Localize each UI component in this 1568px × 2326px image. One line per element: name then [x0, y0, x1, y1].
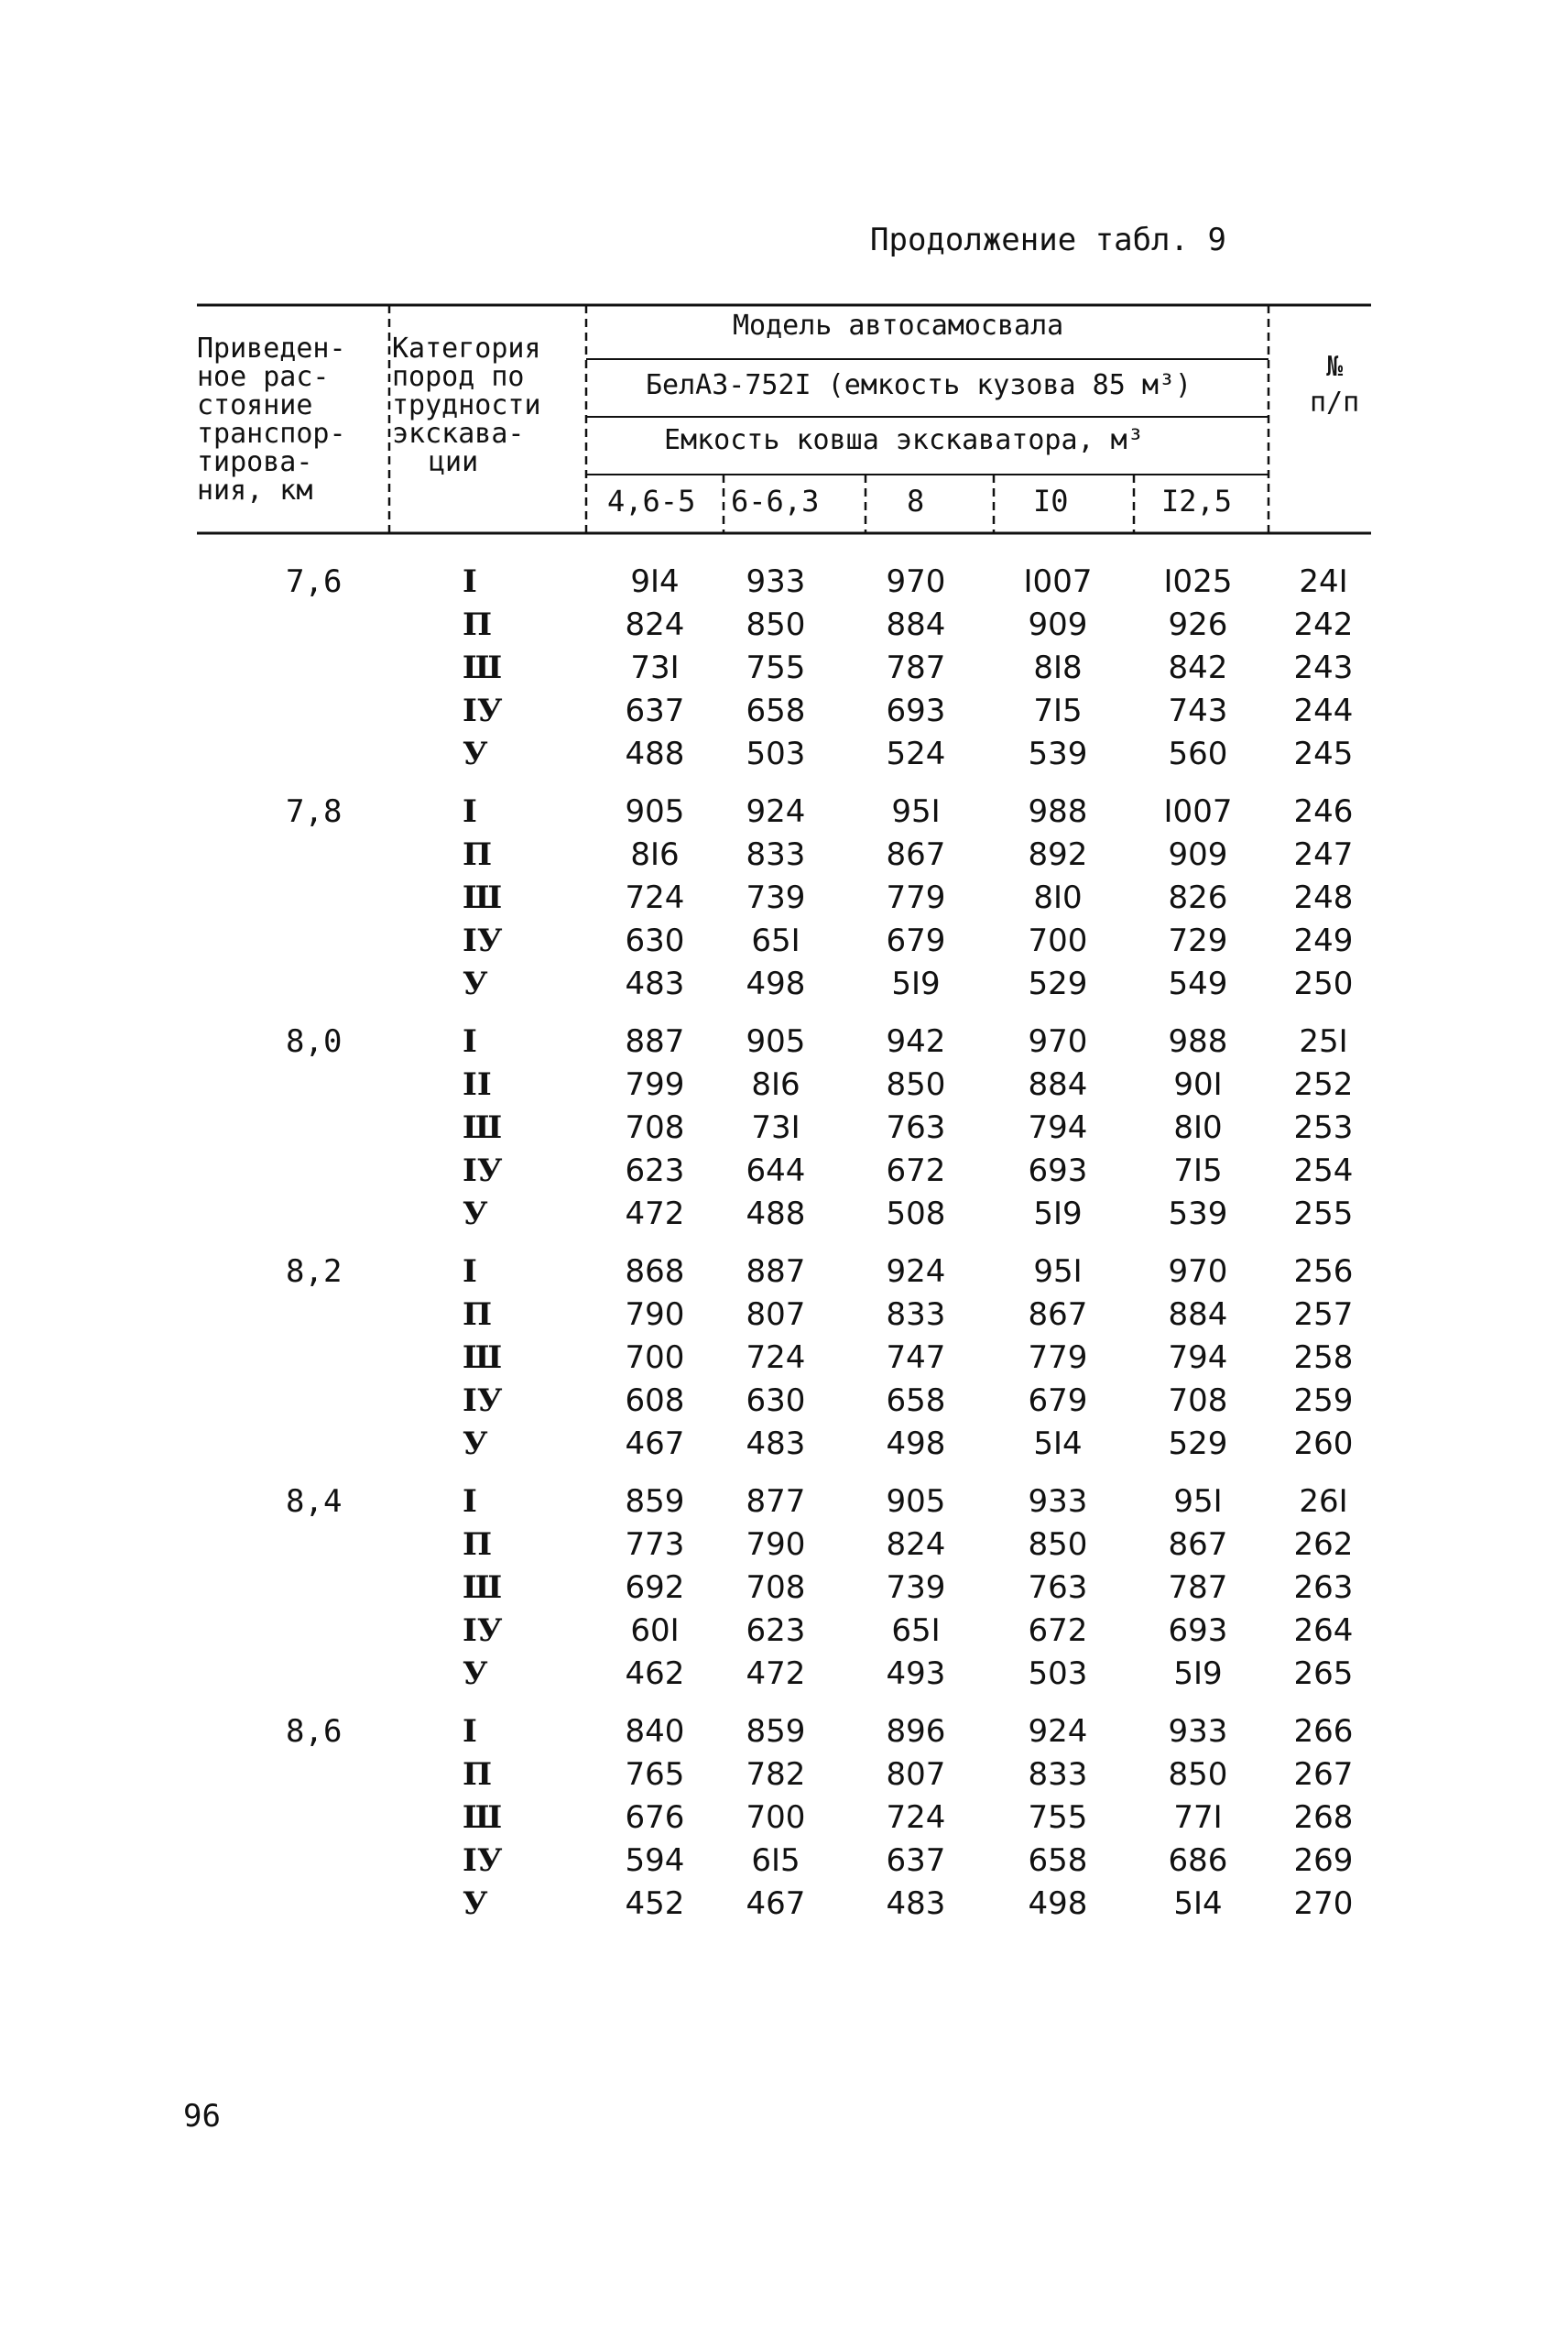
- distance-cell: 8,6: [286, 1713, 343, 1750]
- table-row: [0, 836, 1568, 879]
- value-cell: 942: [886, 1023, 946, 1060]
- row-number-cell: 268: [1293, 1799, 1354, 1836]
- value-cell: 630: [746, 1382, 806, 1419]
- value-cell: 483: [886, 1885, 946, 1922]
- category-cell: Ш: [463, 1569, 503, 1606]
- value-cell: 693: [886, 693, 946, 729]
- value-cell: 676: [625, 1799, 685, 1836]
- row-number-cell: 267: [1293, 1756, 1354, 1793]
- value-cell: 867: [1028, 1296, 1088, 1333]
- value-cell: 763: [886, 1109, 946, 1146]
- value-cell: 790: [625, 1296, 685, 1333]
- value-cell: 630: [625, 923, 685, 959]
- value-cell: 708: [1168, 1382, 1228, 1419]
- value-cell: 529: [1168, 1425, 1228, 1462]
- value-cell: 892: [1028, 836, 1088, 873]
- table-row: [0, 879, 1568, 923]
- value-cell: 498: [1028, 1885, 1088, 1922]
- distance-group: [0, 1713, 1568, 1943]
- category-cell: У: [463, 1655, 488, 1692]
- table-row: [0, 923, 1568, 966]
- value-cell: 794: [1168, 1339, 1228, 1376]
- table-row: [0, 1296, 1568, 1339]
- category-cell: У: [463, 1425, 488, 1462]
- value-cell: 884: [886, 606, 946, 643]
- value-cell: 724: [746, 1339, 806, 1376]
- header-distance-line: ное рас-: [197, 361, 330, 393]
- value-cell: 488: [746, 1196, 806, 1232]
- row-number-cell: 257: [1293, 1296, 1354, 1333]
- value-cell: 692: [625, 1569, 685, 1606]
- value-cell: 73I: [630, 650, 680, 686]
- value-cell: 8I6: [751, 1066, 800, 1103]
- row-number-cell: 244: [1293, 693, 1354, 729]
- category-cell: IУ: [463, 693, 503, 729]
- value-cell: 5I9: [1173, 1655, 1223, 1692]
- header-category: [392, 334, 541, 476]
- value-cell: 867: [1168, 1526, 1228, 1563]
- value-cell: 637: [625, 693, 685, 729]
- row-number-cell: 264: [1293, 1612, 1354, 1649]
- table-row: [0, 1196, 1568, 1239]
- value-cell: 773: [625, 1526, 685, 1563]
- table-row: [0, 1569, 1568, 1612]
- table-row: [0, 1253, 1568, 1296]
- table-row: [0, 1885, 1568, 1928]
- table-row: [0, 1655, 1568, 1698]
- header-capacity: 4,6-5: [607, 484, 696, 519]
- value-cell: 887: [625, 1023, 685, 1060]
- value-cell: 850: [1168, 1756, 1228, 1793]
- row-number-cell: 252: [1293, 1066, 1354, 1103]
- value-cell: 884: [1168, 1296, 1228, 1333]
- value-cell: 724: [625, 879, 685, 916]
- table-row: [0, 606, 1568, 650]
- value-cell: 658: [886, 1382, 946, 1419]
- table-row: [0, 966, 1568, 1009]
- value-cell: 924: [746, 793, 806, 830]
- row-number-cell: 245: [1293, 736, 1354, 772]
- value-cell: 452: [625, 1885, 685, 1922]
- distance-group: [0, 793, 1568, 1023]
- category-cell: Ш: [463, 1339, 503, 1376]
- header-dump-truck: БелАЗ-752I (емкость кузова 85 м³): [646, 369, 1192, 401]
- row-number-cell: 255: [1293, 1196, 1354, 1232]
- value-cell: I007: [1163, 793, 1233, 830]
- value-cell: 724: [886, 1799, 946, 1836]
- value-cell: 988: [1168, 1023, 1228, 1060]
- value-cell: 503: [1028, 1655, 1088, 1692]
- value-cell: 90I: [1173, 1066, 1223, 1103]
- value-cell: 467: [625, 1425, 685, 1462]
- value-cell: 77I: [1173, 1799, 1223, 1836]
- header-distance-line: транспор-: [197, 418, 346, 450]
- value-cell: 95I: [891, 793, 941, 830]
- value-cell: 8I0: [1033, 879, 1083, 916]
- row-number-cell: 24I: [1299, 563, 1348, 600]
- value-cell: 729: [1168, 923, 1228, 959]
- value-cell: 779: [886, 879, 946, 916]
- value-cell: 658: [1028, 1842, 1088, 1879]
- distance-cell: 8,0: [286, 1023, 343, 1060]
- row-number-cell: 258: [1293, 1339, 1354, 1376]
- category-cell: Ш: [463, 650, 503, 686]
- distance-group: [0, 563, 1568, 793]
- value-cell: 926: [1168, 606, 1228, 643]
- header-distance-line: стояние: [197, 389, 313, 421]
- value-cell: 679: [886, 923, 946, 959]
- value-cell: 5I4: [1173, 1885, 1223, 1922]
- value-cell: 472: [625, 1196, 685, 1232]
- distance-cell: 7,8: [286, 793, 343, 830]
- distance-cell: 8,4: [286, 1483, 343, 1520]
- value-cell: 933: [746, 563, 806, 600]
- distance-cell: 8,2: [286, 1253, 343, 1290]
- value-cell: 462: [625, 1655, 685, 1692]
- table-row: [0, 1023, 1568, 1066]
- page-number: 96: [183, 2098, 221, 2135]
- header-distance-line: ния, км: [197, 475, 313, 507]
- value-cell: 779: [1028, 1339, 1088, 1376]
- value-cell: 708: [746, 1569, 806, 1606]
- value-cell: 623: [625, 1152, 685, 1189]
- value-cell: 970: [1028, 1023, 1088, 1060]
- row-number-cell: 249: [1293, 923, 1354, 959]
- value-cell: 8I6: [630, 836, 680, 873]
- header-category-line: экскава-: [392, 418, 525, 450]
- table-row: [0, 1612, 1568, 1655]
- value-cell: 672: [1028, 1612, 1088, 1649]
- row-number-cell: 25I: [1299, 1023, 1348, 1060]
- value-cell: 65I: [751, 923, 800, 959]
- row-number-cell: 243: [1293, 650, 1354, 686]
- table-row: [0, 1339, 1568, 1382]
- category-cell: У: [463, 1885, 488, 1922]
- value-cell: 700: [746, 1799, 806, 1836]
- value-cell: 503: [746, 736, 806, 772]
- table-row: [0, 1109, 1568, 1152]
- value-cell: 739: [886, 1569, 946, 1606]
- category-cell: Ш: [463, 879, 503, 916]
- value-cell: 867: [886, 836, 946, 873]
- value-cell: 5I4: [1033, 1425, 1083, 1462]
- value-cell: 708: [625, 1109, 685, 1146]
- value-cell: 594: [625, 1842, 685, 1879]
- value-cell: 743: [1168, 693, 1228, 729]
- table-row: [0, 693, 1568, 736]
- row-number-cell: 260: [1293, 1425, 1354, 1462]
- row-number-cell: 263: [1293, 1569, 1354, 1606]
- header-capacity: 6-6,3: [731, 484, 820, 519]
- value-cell: 782: [746, 1756, 806, 1793]
- value-cell: 799: [625, 1066, 685, 1103]
- category-cell: IУ: [463, 1382, 503, 1419]
- table-continuation-caption: Продолжение табл. 9: [870, 222, 1226, 258]
- value-cell: 539: [1168, 1196, 1228, 1232]
- value-cell: 755: [746, 650, 806, 686]
- value-cell: 787: [1168, 1569, 1228, 1606]
- value-cell: 8I8: [1033, 650, 1083, 686]
- value-cell: 790: [746, 1526, 806, 1563]
- table-row: [0, 1526, 1568, 1569]
- value-cell: 887: [746, 1253, 806, 1290]
- row-number-cell: 247: [1293, 836, 1354, 873]
- value-cell: 763: [1028, 1569, 1088, 1606]
- value-cell: 850: [886, 1066, 946, 1103]
- value-cell: 672: [886, 1152, 946, 1189]
- category-cell: П: [463, 606, 493, 643]
- value-cell: 5I9: [891, 966, 941, 1002]
- distance-cell: 7,6: [286, 563, 343, 600]
- value-cell: 970: [886, 563, 946, 600]
- category-cell: У: [463, 1196, 488, 1232]
- row-number-cell: 262: [1293, 1526, 1354, 1563]
- header-bucket-capacity: Емкость ковша экскаватора, м³: [664, 424, 1144, 456]
- value-cell: 472: [746, 1655, 806, 1692]
- header-distance-line: тирова-: [197, 446, 313, 478]
- category-cell: П: [463, 1526, 493, 1563]
- value-cell: 488: [625, 736, 685, 772]
- value-cell: 833: [1028, 1756, 1088, 1793]
- row-number-cell: 26I: [1299, 1483, 1348, 1520]
- value-cell: 824: [625, 606, 685, 643]
- value-cell: 529: [1028, 966, 1088, 1002]
- value-cell: 623: [746, 1612, 806, 1649]
- table-row: [0, 1756, 1568, 1799]
- category-cell: IУ: [463, 923, 503, 959]
- category-cell: П: [463, 836, 493, 873]
- value-cell: 884: [1028, 1066, 1088, 1103]
- value-cell: 824: [886, 1526, 946, 1563]
- category-cell: I: [463, 1483, 477, 1520]
- value-cell: 988: [1028, 793, 1088, 830]
- value-cell: 807: [886, 1756, 946, 1793]
- value-cell: 933: [1028, 1483, 1088, 1520]
- header-capacity: I0: [1033, 484, 1069, 519]
- value-cell: 493: [886, 1655, 946, 1692]
- value-cell: 868: [625, 1253, 685, 1290]
- category-cell: I: [463, 1713, 477, 1750]
- value-cell: 933: [1168, 1713, 1228, 1750]
- header-category-line: трудности: [392, 389, 541, 421]
- value-cell: 826: [1168, 879, 1228, 916]
- value-cell: 909: [1028, 606, 1088, 643]
- value-cell: 924: [1028, 1713, 1088, 1750]
- category-cell: Ш: [463, 1109, 503, 1146]
- table-body: [0, 563, 1568, 1943]
- value-cell: 850: [746, 606, 806, 643]
- value-cell: 924: [886, 1253, 946, 1290]
- value-cell: 483: [746, 1425, 806, 1462]
- value-cell: 7I5: [1173, 1152, 1223, 1189]
- value-cell: 539: [1028, 736, 1088, 772]
- value-cell: 970: [1168, 1253, 1228, 1290]
- row-number-cell: 270: [1293, 1885, 1354, 1922]
- category-cell: I: [463, 1023, 477, 1060]
- table-row: [0, 1066, 1568, 1109]
- value-cell: 73I: [751, 1109, 800, 1146]
- value-cell: 833: [886, 1296, 946, 1333]
- value-cell: 739: [746, 879, 806, 916]
- value-cell: 807: [746, 1296, 806, 1333]
- value-cell: 9I4: [630, 563, 680, 600]
- value-cell: 524: [886, 736, 946, 772]
- value-cell: 686: [1168, 1842, 1228, 1879]
- value-cell: 65I: [891, 1612, 941, 1649]
- header-distance: [197, 334, 346, 505]
- row-number-cell: 250: [1293, 966, 1354, 1002]
- table-row: [0, 793, 1568, 836]
- value-cell: 859: [625, 1483, 685, 1520]
- category-cell: I: [463, 793, 477, 830]
- value-cell: 8I0: [1173, 1109, 1223, 1146]
- value-cell: 498: [746, 966, 806, 1002]
- value-cell: 833: [746, 836, 806, 873]
- value-cell: I007: [1023, 563, 1093, 600]
- value-cell: 787: [886, 650, 946, 686]
- value-cell: 549: [1168, 966, 1228, 1002]
- value-cell: 905: [746, 1023, 806, 1060]
- table-row: [0, 1483, 1568, 1526]
- value-cell: 905: [886, 1483, 946, 1520]
- value-cell: 560: [1168, 736, 1228, 772]
- header-capacity: 8: [907, 484, 925, 519]
- category-cell: П: [463, 1756, 493, 1793]
- value-cell: 850: [1028, 1526, 1088, 1563]
- value-cell: 877: [746, 1483, 806, 1520]
- value-cell: 7I5: [1033, 693, 1083, 729]
- value-cell: 859: [746, 1713, 806, 1750]
- value-cell: 95I: [1033, 1253, 1083, 1290]
- row-number-cell: 254: [1293, 1152, 1354, 1189]
- value-cell: 747: [886, 1339, 946, 1376]
- header-number-abbr: п/п: [1310, 387, 1360, 419]
- row-number-cell: 265: [1293, 1655, 1354, 1692]
- category-cell: IУ: [463, 1842, 503, 1879]
- table-row: [0, 1152, 1568, 1196]
- value-cell: 842: [1168, 650, 1228, 686]
- header-row-number: [1310, 353, 1359, 417]
- table-row: [0, 1713, 1568, 1756]
- table-row: [0, 1842, 1568, 1885]
- value-cell: 896: [886, 1713, 946, 1750]
- value-cell: 60I: [630, 1612, 680, 1649]
- value-cell: 508: [886, 1196, 946, 1232]
- table-row: [0, 563, 1568, 606]
- header-category-line: пород по: [392, 361, 525, 393]
- value-cell: 6I5: [751, 1842, 800, 1879]
- value-cell: 498: [886, 1425, 946, 1462]
- category-cell: У: [463, 966, 488, 1002]
- value-cell: 467: [746, 1885, 806, 1922]
- value-cell: 679: [1028, 1382, 1088, 1419]
- value-cell: 909: [1168, 836, 1228, 873]
- category-cell: IУ: [463, 1152, 503, 1189]
- table-row: [0, 1382, 1568, 1425]
- row-number-cell: 253: [1293, 1109, 1354, 1146]
- row-number-cell: 248: [1293, 879, 1354, 916]
- header-category-line: ции: [429, 446, 479, 478]
- distance-group: [0, 1253, 1568, 1483]
- category-cell: П: [463, 1296, 493, 1333]
- value-cell: 95I: [1173, 1483, 1223, 1520]
- value-cell: 755: [1028, 1799, 1088, 1836]
- category-cell: I: [463, 1253, 477, 1290]
- category-cell: Ш: [463, 1799, 503, 1836]
- value-cell: 840: [625, 1713, 685, 1750]
- value-cell: I025: [1163, 563, 1233, 600]
- value-cell: 5I9: [1033, 1196, 1083, 1232]
- row-number-cell: 242: [1293, 606, 1354, 643]
- table-row: [0, 650, 1568, 693]
- row-number-cell: 266: [1293, 1713, 1354, 1750]
- table-row: [0, 1799, 1568, 1842]
- value-cell: 765: [625, 1756, 685, 1793]
- value-cell: 608: [625, 1382, 685, 1419]
- value-cell: 637: [886, 1842, 946, 1879]
- category-cell: У: [463, 736, 488, 772]
- table-row: [0, 736, 1568, 779]
- category-cell: I: [463, 563, 477, 600]
- header-capacity: I2,5: [1161, 484, 1233, 519]
- header-number-sign: №: [1326, 351, 1344, 383]
- value-cell: 700: [1028, 923, 1088, 959]
- table-row: [0, 1425, 1568, 1469]
- value-cell: 693: [1028, 1152, 1088, 1189]
- header-model: Модель автосамосвала: [733, 310, 1064, 342]
- row-number-cell: 246: [1293, 793, 1354, 830]
- row-number-cell: 256: [1293, 1253, 1354, 1290]
- header-category-line: Категория: [392, 333, 541, 365]
- category-cell: IУ: [463, 1612, 503, 1649]
- value-cell: 658: [746, 693, 806, 729]
- distance-group: [0, 1483, 1568, 1713]
- value-cell: 700: [625, 1339, 685, 1376]
- category-cell: II: [463, 1066, 492, 1103]
- value-cell: 905: [625, 793, 685, 830]
- value-cell: 693: [1168, 1612, 1228, 1649]
- value-cell: 644: [746, 1152, 806, 1189]
- row-number-cell: 269: [1293, 1842, 1354, 1879]
- distance-group: [0, 1023, 1568, 1253]
- value-cell: 483: [625, 966, 685, 1002]
- header-distance-line: Приведен-: [197, 333, 346, 365]
- row-number-cell: 259: [1293, 1382, 1354, 1419]
- value-cell: 794: [1028, 1109, 1088, 1146]
